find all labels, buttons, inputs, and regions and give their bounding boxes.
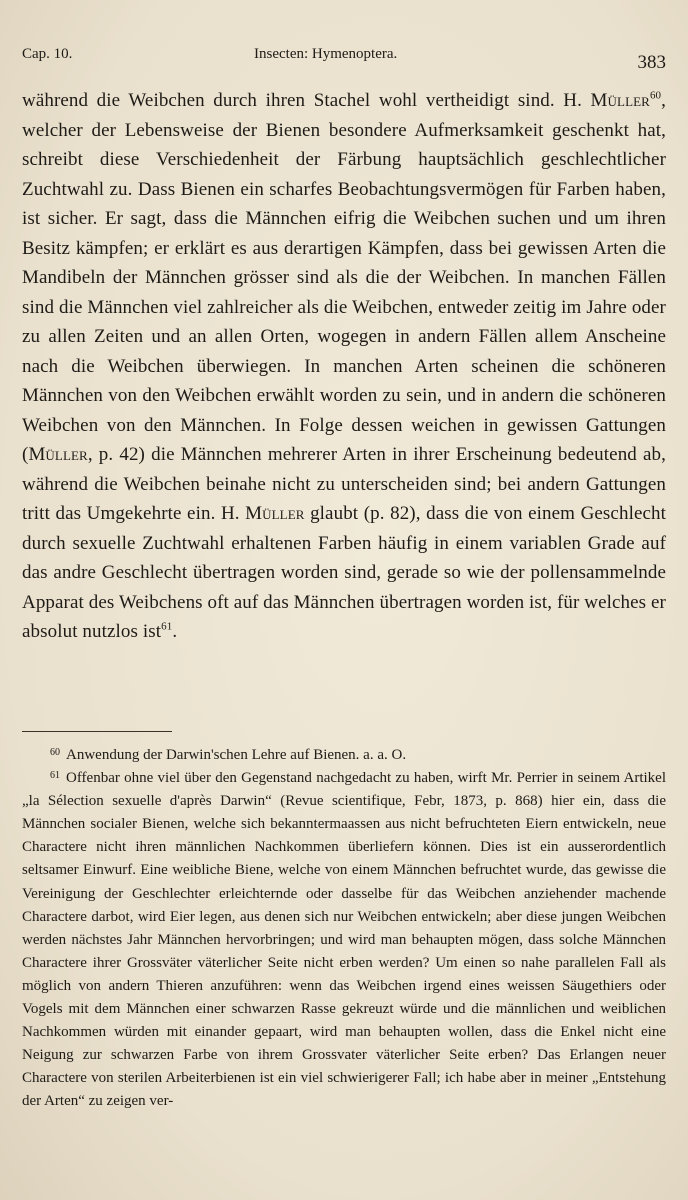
footnote-marker: 60: [50, 747, 60, 758]
footnote-61: [22, 767, 666, 1113]
footnote-ref: 60: [649, 89, 662, 102]
author-name: Müller: [28, 444, 88, 465]
text-run: , welcher der Lebensweise der Bienen besondere Aufmerksamkeit geschenkt hat, schreibt diese Verschiedenheit der Färbung hauptsächlich geschlechtlicher Zuchtwahl zu. Dass Bienen ein scharfes Beobachtungsvermögen für Farben haben, ist sicher. Er sagt, dass die Männchen eifrig die Weibchen suchen und um ihren Besitz kämpfen; er erklärt es aus derartigen Kämpfen, dass bei gewissen Arten die Mandibeln der Männchen grösser sind als die der Weibchen. In manchen Fällen sind die Männchen viel zahlreicher als die Weibchen, entweder zeitig im Jahre oder zu allen Zeiten und an allen Orten, wogegen in andern Fällen allem Anscheine nach die Weibchen überwiegen. In manchen Arten scheinen die schöneren Männchen von den Weibchen erwählt worden zu sein, und in andern die schöneren Weibchen von den Männchen. In Folge dessen weichen in gewissen Gattungen (: [22, 90, 666, 465]
author-name: Müller: [245, 503, 305, 524]
chapter-label: Cap. 10.: [22, 46, 73, 62]
text-run: , p. 42) die Männchen mehrerer Arten in ihrer Erscheinung bedeutend ab, während die Weibchen beinahe nicht zu unterscheiden sind; bei andern Gattungen tritt das Umgekehrte ein. H.: [22, 444, 666, 524]
text-run: während die Weibchen durch ihren Stachel wohl vertheidigt sind. H.: [22, 90, 591, 111]
footnote-marker: 61: [50, 770, 60, 782]
text-run: .: [172, 621, 178, 642]
main-text: [22, 86, 666, 647]
footnotes: [22, 744, 666, 1114]
running-title: Insecten: Hymenoptera.: [254, 46, 398, 62]
footnote-text: Anwendung der Darwin'schen Lehre auf Bienen. a. a. O.: [66, 747, 407, 763]
author-name: Müller: [590, 90, 650, 111]
page-number: 383: [637, 52, 666, 73]
footnote-text: Offenbar ohne viel über den Gegenstand nachgedacht zu haben, wirft Mr. Perrier in seinem Artikel „la Sélection sexuelle d'après Darwin“ (Revue scientifique, Febr, 1873, p. 868) hier ein, dass die Männchen socialer Bienen, welche sich bekanntermaassen aus nicht befruchteten Eiern entwickeln, neue Charactere nicht ihren männlichen Nachkommen überliefern können. Dies ist ein ausserordentlich seltsamer Einwurf. Eine weibliche Biene, welche von einem Männchen befruchtet wurde, das gewisse die Vereinigung der Geschlechter erleichternde oder dasselbe für das Weibchen anziehender machende Charactere darbot, wird Eier legen, aus denen sich nur Weibchen entwickeln; aber diese jungen Weibchen werden nächstes Jahr Männchen hervorbringen; und wird man behaupten mögen, dass solche Männchen Charactere ihrer Grossväter väterlicher Seite nicht erben werden? Um einen so nahe parallelen Fall als möglich von andern Thieren anzuführen: wenn das Weibchen irgend eines weissen Säugethiers oder Vogels mit dem Männchen einer schwarzen Rasse gekreuzt würde und die männlichen und weiblichen Nachkommen würden mit einander gepaart, wird man behaupten wollen, dass die Enkel nicht eine Neigung zur schwarzen Farbe von ihrem Grossvater väterlicher Seite erben? Das Erlangen neuer Charactere von sterilen Arbeiterbienen ist ein viel schwierigerer Fall; ich habe aber in meiner „Entstehung der Arten“ zu zeigen ver-: [22, 770, 666, 1110]
body-paragraph: [22, 86, 666, 647]
footnote-ref: 61: [161, 620, 173, 633]
text-run: glaubt (p. 82), dass die von einem Geschlecht durch sexuelle Zuchtwahl erhaltenen Farben häufig in einem variablen Grade auf das andre Geschlecht übertragen worden sind, gerade so wie der pollensammelnde Apparat des Weibchens oft auf das Männchen übertragen worden ist, für welches er absolut nutzlos ist: [22, 503, 666, 642]
footnote-rule: [22, 731, 172, 732]
running-header: [22, 42, 666, 76]
footnote-60: [22, 744, 666, 767]
